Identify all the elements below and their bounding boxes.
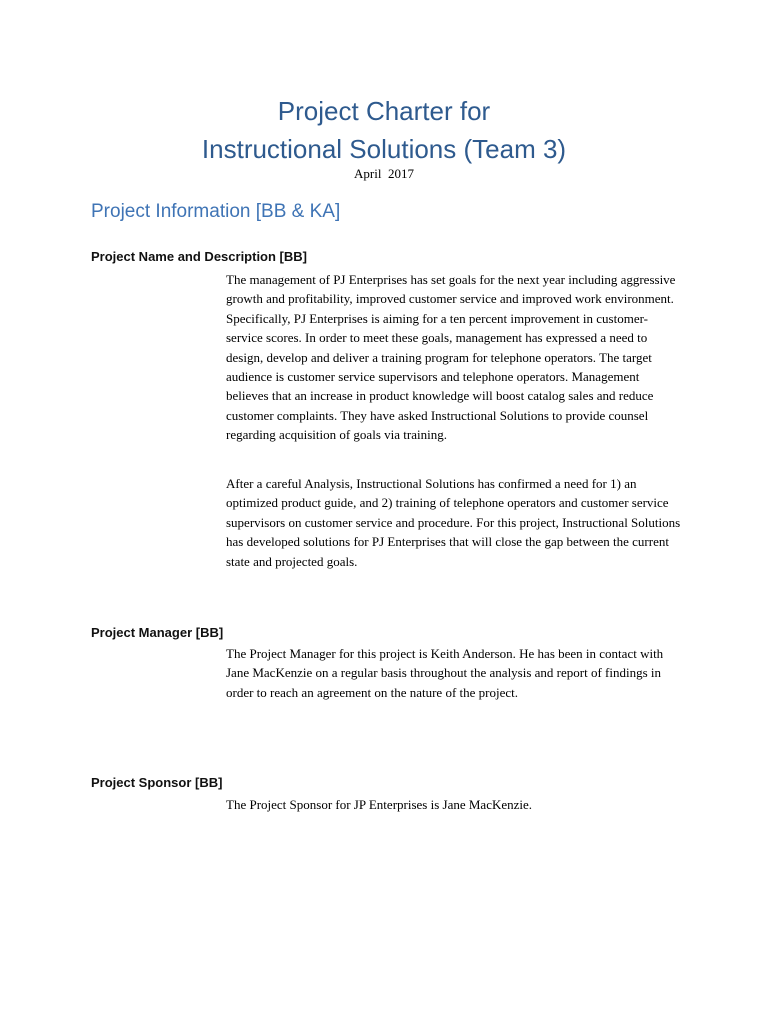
subheading-project-sponsor: Project Sponsor [BB]	[91, 775, 223, 790]
subheading-project-name: Project Name and Description [BB]	[91, 249, 307, 264]
subheading-project-manager: Project Manager [BB]	[91, 625, 224, 640]
paragraph-project-sponsor: The Project Sponsor for JP Enterprises is Jane MacKenzie.	[226, 797, 533, 812]
document-title-line1: Project Charter for	[277, 96, 491, 126]
document-title-line2: Instructional Solutions (Team 3)	[201, 134, 567, 164]
paragraph-project-description-1: The management of PJ Enterprises has set goals for the next year including aggressive growth and profitability, improved customer service and improved work environment. Specifically, PJ Enterprises is aiming for a ten percent improvement in customer-service scores. In order to meet these goals, management has expressed a need to design, develop and deliver a training program for telephone operators. The target audience is customer service supervisors and telephone operators. Management believes that an increase in product knowledge will boost catalog sales and reduce customer complaints. They have asked Instructional Solutions to provide counsel regarding acquisition of goals via training.	[226, 272, 676, 443]
document-date: April 2017	[354, 166, 414, 181]
paragraph-project-manager: The Project Manager for this project is Keith Anderson. He has been in contact with Jane MacKenzie on a regular basis throughout the analysis and report of findings in order to reach an agreement on the nature of the project.	[226, 646, 664, 700]
paragraph-project-description-2: After a careful Analysis, Instructional Solutions has confirmed a need for 1) an optimized product guide, and 2) training of telephone operators and customer service supervisors on customer service and procedure. For this project, Instructional Solutions has developed solutions for PJ Enterprises that will close the gap between the current state and projected goals.	[226, 476, 681, 569]
section-heading-project-information: Project Information [BB & KA]	[91, 201, 341, 222]
